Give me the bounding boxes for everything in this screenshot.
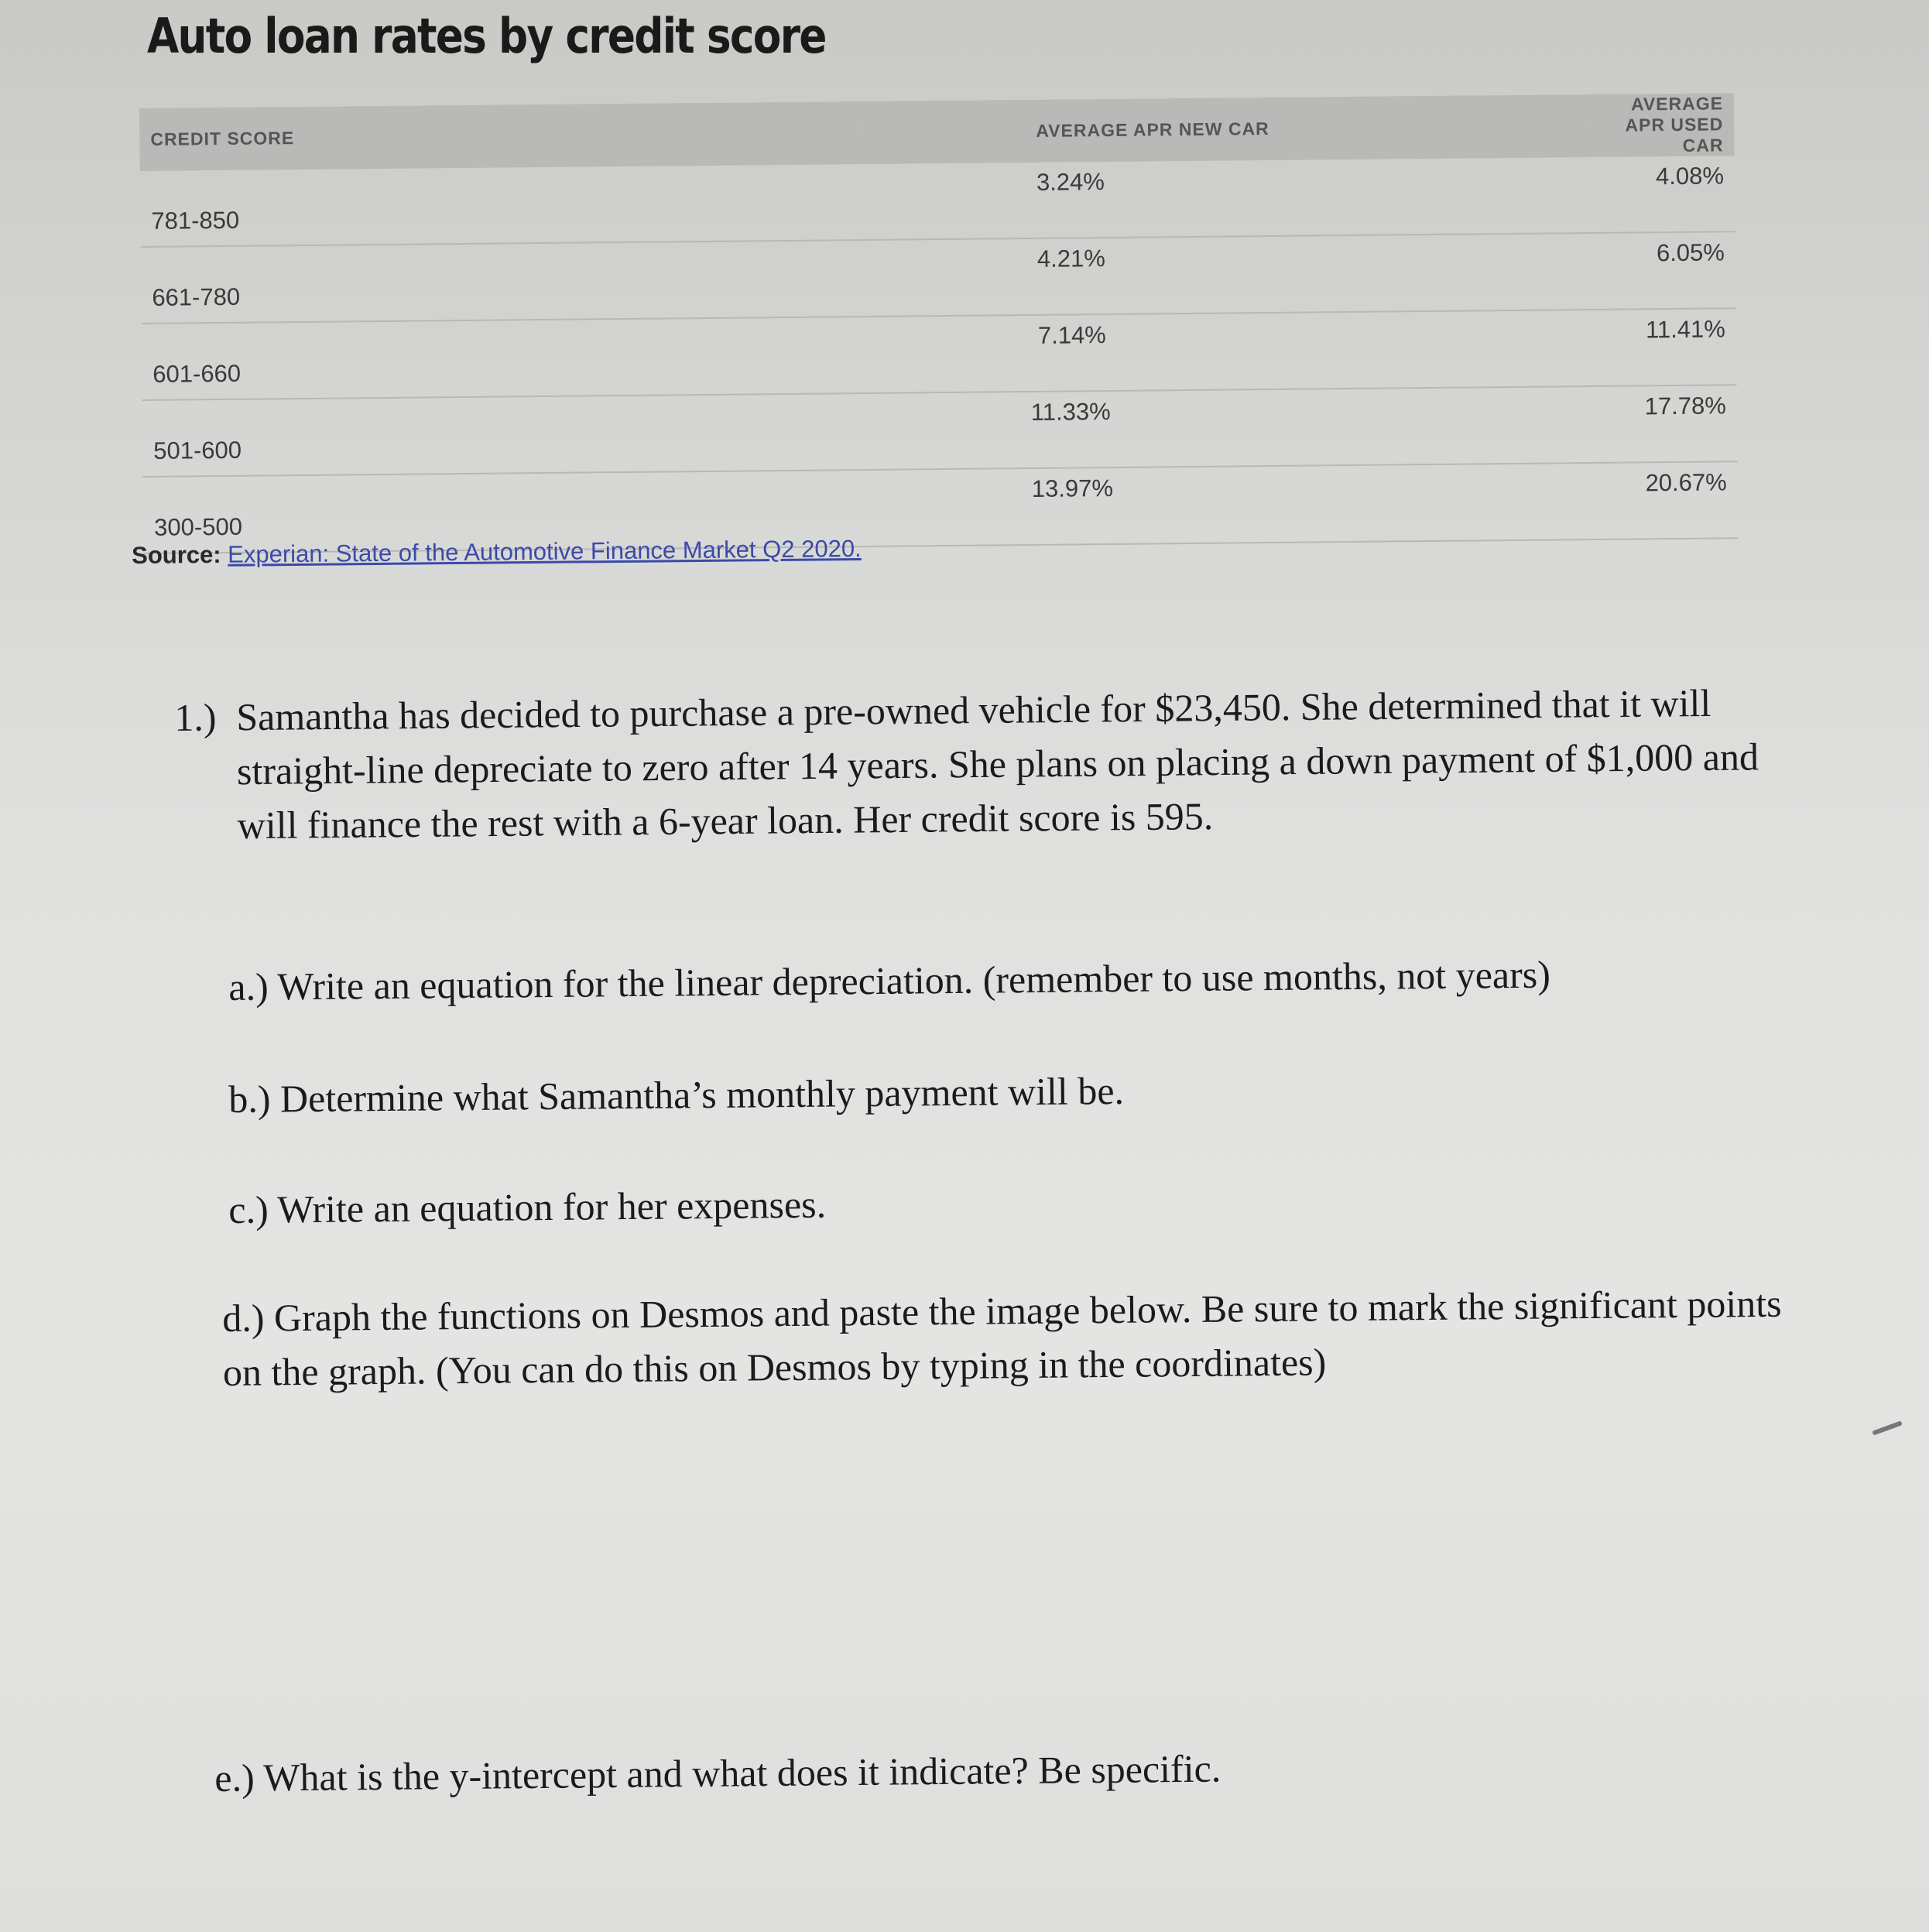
question-part-b: b.) Determine what Samantha’s monthly payment will be. — [228, 1068, 1125, 1121]
loan-rate-table — [139, 93, 1738, 554]
apr-used-cell: 4.08% — [1589, 156, 1735, 233]
table-row — [142, 308, 1737, 400]
credit-score-cell: 601-660 — [142, 317, 861, 400]
table-row — [141, 231, 1736, 324]
question-number: 1.) — [174, 695, 217, 739]
credit-score-cell: 300-500 — [143, 470, 862, 553]
apr-new-cell: 4.21% — [859, 233, 1591, 317]
apr-used-cell: 6.05% — [1590, 231, 1736, 310]
header-credit-score: CREDIT SCORE — [139, 101, 858, 171]
pen-mark — [1872, 1420, 1903, 1435]
header-apr-new: AVERAGE APR NEW CAR — [858, 94, 1589, 164]
question-part-e: e.) What is the y-intercept and what does it indicate? Be specific. — [214, 1746, 1221, 1800]
apr-new-cell: 13.97% — [862, 463, 1593, 546]
credit-score-cell: 781-850 — [140, 164, 859, 247]
apr-new-cell: 3.24% — [858, 157, 1590, 240]
table-row — [142, 385, 1738, 477]
table-row — [140, 156, 1735, 247]
apr-new-cell: 11.33% — [861, 386, 1592, 470]
apr-used-cell: 20.67% — [1592, 461, 1738, 540]
source-citation — [132, 535, 862, 570]
apr-used-cell: 11.41% — [1591, 308, 1737, 386]
credit-score-cell: 501-600 — [142, 393, 862, 477]
apr-new-cell: 7.14% — [860, 310, 1592, 393]
source-link[interactable]: Experian: State of the Automotive Finance Market Q2 2020. — [228, 534, 862, 568]
question-part-d: d.) Graph the functions on Desmos and paste the image below. Be sure to mark the significant points on the graph. (You can do this on Desmos by typing in the coordinates) — [222, 1281, 1782, 1394]
header-apr-used: AVERAGE APR USED CAR — [1588, 93, 1735, 157]
question-part-a: a.) Write an equation for the linear depreciation. (remember to use months, not years) — [228, 952, 1551, 1009]
question-text: Samantha has decided to purchase a pre-owned vehicle for $23,450. She determined that it will straight-line depreciate to zero after 14 years. She plans on placing a down payment of $1,000 and will finance the rest with a 6-year loan. Her credit score is 595. — [236, 680, 1759, 848]
page-title: Auto loan rates by credit score — [147, 8, 826, 64]
apr-used-cell: 17.78% — [1592, 385, 1738, 463]
question-1 — [174, 675, 1801, 853]
source-label: Source: — [132, 540, 221, 569]
credit-score-cell: 661-780 — [141, 240, 860, 324]
question-part-c: c.) Write an equation for her expenses. — [228, 1182, 827, 1231]
